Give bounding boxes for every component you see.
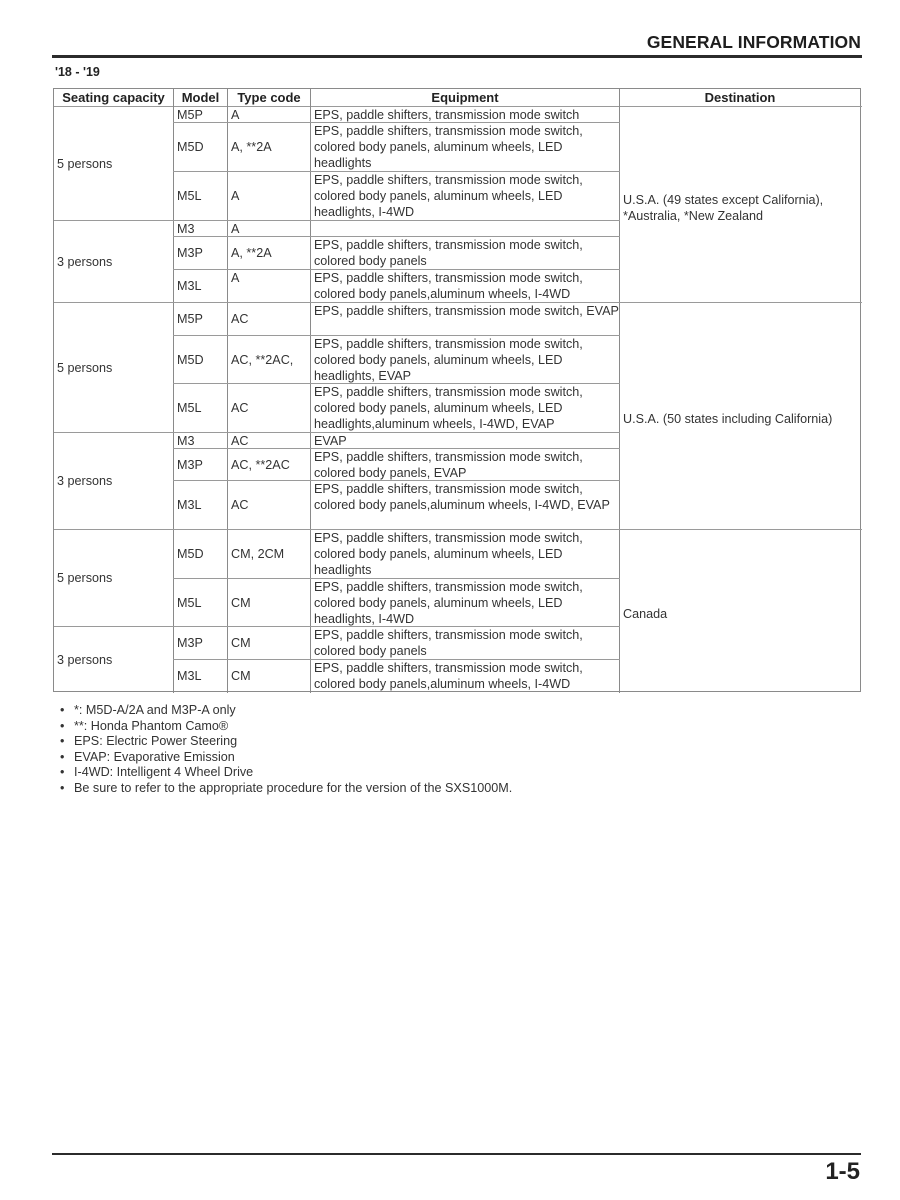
- model-cell: [174, 627, 227, 660]
- bullet-icon: •: [60, 734, 65, 748]
- footnote-item: [60, 703, 512, 719]
- footnote-text: EVAP: Evaporative Emission: [74, 749, 235, 764]
- bullet-icon: •: [60, 749, 65, 764]
- equipment-cell-text: EVAP: [314, 434, 347, 448]
- type-code-cell: [228, 449, 310, 481]
- footnote-item: [60, 765, 512, 781]
- seating-capacity-cell-text: 3 persons: [57, 474, 113, 489]
- equipment-cell: [311, 579, 619, 627]
- seating-capacity-cell: [54, 303, 173, 433]
- type-code-cell-text: A: [231, 189, 240, 204]
- model-cell: [174, 123, 227, 172]
- model-cell-text: M3P: [177, 246, 203, 261]
- destination-cell-text: Canada: [623, 607, 668, 622]
- page-number: 1-5: [825, 1158, 860, 1185]
- equipment-cell: [311, 384, 619, 433]
- type-code-cell-text: A, **2A: [231, 140, 272, 155]
- model-cell-text: M5L: [177, 595, 202, 610]
- type-code-cell-text: CM: [231, 636, 251, 651]
- type-code-cell-text: AC, **2AC: [231, 457, 290, 472]
- type-code-cell: [228, 660, 310, 693]
- column-header-equipment: Equipment: [431, 90, 499, 105]
- equipment-cell: [311, 172, 619, 221]
- type-code-cell-text: A: [231, 222, 240, 236]
- type-code-cell: [228, 433, 310, 449]
- equipment-cell-text: EPS, paddle shifters, transmission mode switch, colored body panels,aluminum wheels, I-4WD, EVAP: [314, 482, 610, 513]
- equipment-cell-text: EPS, paddle shifters, transmission mode switch, colored body panels, aluminum wheels, LED headlights, EVAP: [314, 337, 583, 384]
- type-code-cell-text: CM: [231, 669, 251, 684]
- equipment-cell-text: EPS, paddle shifters, transmission mode switch, colored body panels, EVAP: [314, 450, 583, 481]
- model-type-table: [53, 88, 861, 692]
- footnotes-list: [60, 703, 512, 796]
- equipment-cell-text: EPS, paddle shifters, transmission mode switch, EVAP: [314, 304, 619, 318]
- type-code-cell: [228, 270, 310, 303]
- equipment-cell-text: EPS, paddle shifters, transmission mode switch, colored body panels, aluminum wheels, LED headlights: [314, 124, 583, 171]
- equipment-cell-text: EPS, paddle shifters, transmission mode switch, colored body panels, aluminum wheels, LED headlights, I-4WD: [314, 580, 583, 627]
- seating-capacity-cell-text: 3 persons: [57, 652, 113, 667]
- bullet-icon: •: [60, 718, 65, 733]
- model-cell: [174, 530, 227, 579]
- type-code-cell: [228, 172, 310, 221]
- equipment-cell: [311, 237, 619, 270]
- model-cell-text: M5D: [177, 352, 204, 367]
- seating-capacity-cell: [54, 530, 173, 627]
- type-code-cell-text: AC: [231, 312, 249, 327]
- seating-capacity-cell-text: 5 persons: [57, 571, 113, 586]
- footer-rule: [52, 1153, 861, 1155]
- equipment-cell: [311, 123, 619, 172]
- type-code-cell-text: AC: [231, 401, 249, 416]
- destination-cell-text: U.S.A. (50 states including California): [623, 412, 833, 427]
- destination-cell: [620, 530, 858, 693]
- model-cell-text: M5D: [177, 140, 204, 155]
- model-cell: [174, 449, 227, 481]
- footnote-text: I-4WD: Intelligent 4 Wheel Drive: [74, 765, 254, 779]
- seating-capacity-cell: [54, 107, 173, 221]
- model-cell: [174, 270, 227, 303]
- model-cell-text: M5D: [177, 547, 204, 562]
- footnote-item: [60, 719, 512, 735]
- type-code-cell-text: CM: [231, 595, 251, 610]
- column-header-model: Model: [181, 90, 220, 105]
- equipment-cell-text: EPS, paddle shifters, transmission mode switch: [314, 108, 580, 122]
- type-code-cell: [228, 481, 310, 530]
- type-code-cell: [228, 579, 310, 627]
- equipment-cell-text: EPS, paddle shifters, transmission mode switch, colored body panels,aluminum wheels, I-4WD: [314, 661, 583, 692]
- equipment-cell: [311, 221, 619, 237]
- bullet-icon: •: [60, 703, 65, 717]
- equipment-cell: [311, 627, 619, 660]
- bullet-icon: •: [60, 765, 65, 779]
- equipment-cell-text: EPS, paddle shifters, transmission mode switch, colored body panels,aluminum wheels, I-4WD: [314, 271, 583, 302]
- type-code-cell-text: A: [231, 108, 240, 122]
- type-code-cell: [228, 384, 310, 433]
- destination-cell: [620, 303, 858, 530]
- footnote-item: [60, 781, 512, 797]
- footnote-text: *: M5D-A/2A and M3P-A only: [74, 703, 236, 717]
- type-code-cell: [228, 530, 310, 579]
- equipment-cell: [311, 336, 619, 384]
- type-code-cell-text: AC: [231, 498, 249, 513]
- seating-capacity-cell-text: 5 persons: [57, 360, 113, 375]
- seating-capacity-cell: [54, 221, 173, 303]
- equipment-cell: [311, 530, 619, 579]
- column-header-seating-capacity: Seating capacity: [62, 90, 165, 105]
- column-header-destination: Destination: [704, 90, 776, 105]
- equipment-cell: [311, 660, 619, 693]
- footnote-text: EPS: Electric Power Steering: [74, 734, 238, 748]
- type-code-cell: [228, 237, 310, 270]
- destination-cell-text: U.S.A. (49 states except California), *Australia, *New Zealand: [623, 192, 824, 223]
- model-cell-text: M3L: [177, 279, 202, 294]
- model-cell-text: M3L: [177, 498, 202, 513]
- type-code-cell: [228, 336, 310, 384]
- model-cell-text: M3P: [177, 636, 203, 651]
- type-code-cell-text: A, **2A: [231, 246, 272, 261]
- equipment-cell-text: EPS, paddle shifters, transmission mode switch, colored body panels, aluminum wheels, LED headlights,aluminum wheels, I-4WD, EVAP: [314, 385, 583, 432]
- model-cell-text: M5P: [177, 108, 203, 122]
- type-code-cell-text: AC: [231, 434, 249, 448]
- model-cell-text: M3: [177, 222, 195, 236]
- equipment-cell: [311, 270, 619, 303]
- footnote-item: [60, 734, 512, 750]
- bullet-icon: •: [60, 780, 65, 795]
- model-cell: [174, 172, 227, 221]
- destination-cell: [620, 107, 858, 303]
- model-cell: [174, 221, 227, 237]
- model-cell: [174, 107, 227, 123]
- model-cell: [174, 579, 227, 627]
- equipment-cell: [311, 481, 619, 530]
- equipment-cell-text: EPS, paddle shifters, transmission mode switch, colored body panels, aluminum wheels, LED headlights, I-4WD: [314, 173, 583, 220]
- header-rule: [52, 55, 862, 58]
- model-cell-text: M5L: [177, 189, 202, 204]
- model-cell: [174, 336, 227, 384]
- model-cell-text: M5P: [177, 312, 203, 327]
- type-code-cell: [228, 123, 310, 172]
- model-cell: [174, 481, 227, 530]
- model-cell: [174, 660, 227, 693]
- equipment-cell: [311, 107, 619, 123]
- model-year-range: '18 - '19: [55, 65, 100, 79]
- type-code-cell: [228, 303, 310, 336]
- model-cell: [174, 237, 227, 270]
- type-code-cell-text: CM, 2CM: [231, 547, 285, 562]
- seating-capacity-cell: [54, 627, 173, 693]
- column-header-type-code: Type code: [237, 90, 301, 105]
- type-code-cell-text: A: [231, 271, 240, 285]
- type-code-cell: [228, 107, 310, 123]
- type-code-cell: [228, 221, 310, 237]
- footnote-text: **: Honda Phantom Camo®: [74, 718, 229, 733]
- type-code-cell: [228, 627, 310, 660]
- model-cell: [174, 433, 227, 449]
- model-cell-text: M3L: [177, 669, 202, 684]
- seating-capacity-cell-text: 5 persons: [57, 156, 113, 171]
- equipment-cell: [311, 303, 619, 336]
- seating-capacity-cell: [54, 433, 173, 530]
- model-cell-text: M3P: [177, 457, 203, 472]
- model-cell: [174, 384, 227, 433]
- section-title: GENERAL INFORMATION: [646, 32, 861, 52]
- model-cell: [174, 303, 227, 336]
- equipment-cell-text: EPS, paddle shifters, transmission mode switch, colored body panels, aluminum wheels, LED headlights: [314, 531, 583, 578]
- model-cell-text: M3: [177, 434, 195, 448]
- equipment-cell: [311, 449, 619, 481]
- equipment-cell: [311, 433, 619, 449]
- seating-capacity-cell-text: 3 persons: [57, 254, 113, 269]
- equipment-cell-text: EPS, paddle shifters, transmission mode switch, colored body panels: [314, 238, 583, 269]
- equipment-cell-text: EPS, paddle shifters, transmission mode switch, colored body panels: [314, 628, 583, 659]
- footnote-item: [60, 750, 512, 766]
- model-cell-text: M5L: [177, 401, 202, 416]
- type-code-cell-text: AC, **2AC,: [231, 352, 294, 367]
- footnote-text: Be sure to refer to the appropriate procedure for the version of the SXS1000M.: [74, 780, 513, 795]
